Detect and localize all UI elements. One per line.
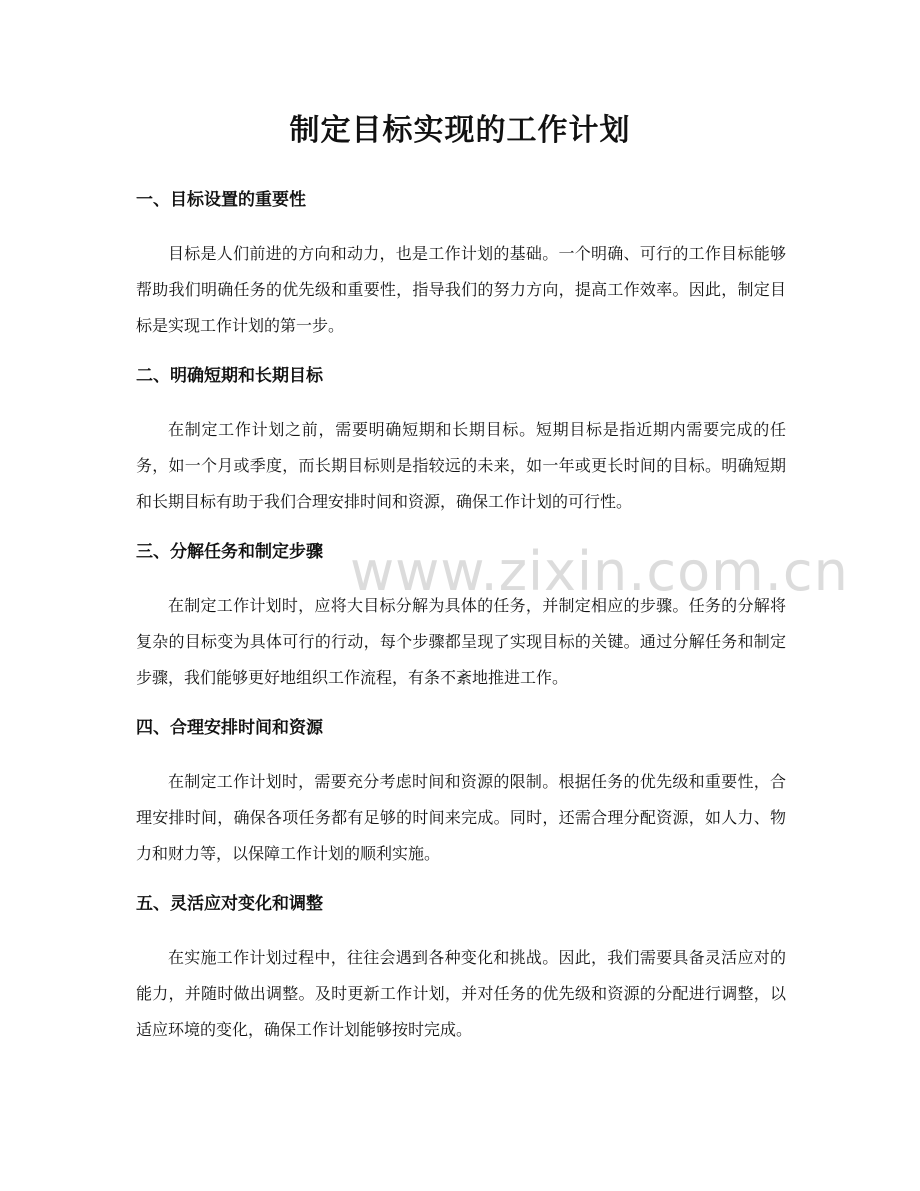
watermark: www.zixin.com.cn xyxy=(350,540,849,603)
section-paragraph: 在实施工作计划过程中，往往会遇到各种变化和挑战。因此，我们需要具备灵活应对的能力，并随时做出调整。及时更新工作计划，并对任务的优先级和资源的分配进行调整，以适应环境的变化，确保工作计划能够按时完成。 xyxy=(136,948,786,1039)
section-5 xyxy=(136,888,786,1048)
section-3 xyxy=(136,536,786,696)
section-heading: 二、明确短期和长期目标 xyxy=(136,366,323,386)
section-paragraph: 在制定工作计划之前，需要明确短期和长期目标。短期目标是指近期内需要完成的任务，如一个月或季度，而长期目标则是指较远的未来，如一年或更长时间的目标。明确短期和长期目标有助于我们合理安排时间和资源，确保工作计划的可行性。 xyxy=(136,420,786,511)
section-paragraph: 在制定工作计划时，需要充分考虑时间和资源的限制。根据任务的优先级和重要性，合理安排时间，确保各项任务都有足够的时间来完成。同时，还需合理分配资源，如人力、物力和财力等，以保障工作计划的顺利实施。 xyxy=(136,772,786,863)
section-4 xyxy=(136,712,786,872)
document-content xyxy=(136,184,786,1064)
section-heading: 三、分解任务和制定步骤 xyxy=(136,542,323,562)
page-title: 制定目标实现的工作计划 xyxy=(289,113,631,148)
section-paragraph: 目标是人们前进的方向和动力，也是工作计划的基础。一个明确、可行的工作目标能够帮助我们明确任务的优先级和重要性，指导我们的努力方向，提高工作效率。因此，制定目标是实现工作计划的第一步。 xyxy=(136,244,786,335)
section-2 xyxy=(136,360,786,520)
section-heading: 一、目标设置的重要性 xyxy=(136,190,306,210)
section-heading: 五、灵活应对变化和调整 xyxy=(136,894,323,914)
section-paragraph: 在制定工作计划时，应将大目标分解为具体的任务，并制定相应的步骤。任务的分解将复杂的目标变为具体可行的行动，每个步骤都呈现了实现目标的关键。通过分解任务和制定步骤，我们能够更好地组织工作流程，有条不紊地推进工作。 xyxy=(136,596,786,687)
section-1 xyxy=(136,184,786,344)
section-heading: 四、合理安排时间和资源 xyxy=(136,718,323,738)
